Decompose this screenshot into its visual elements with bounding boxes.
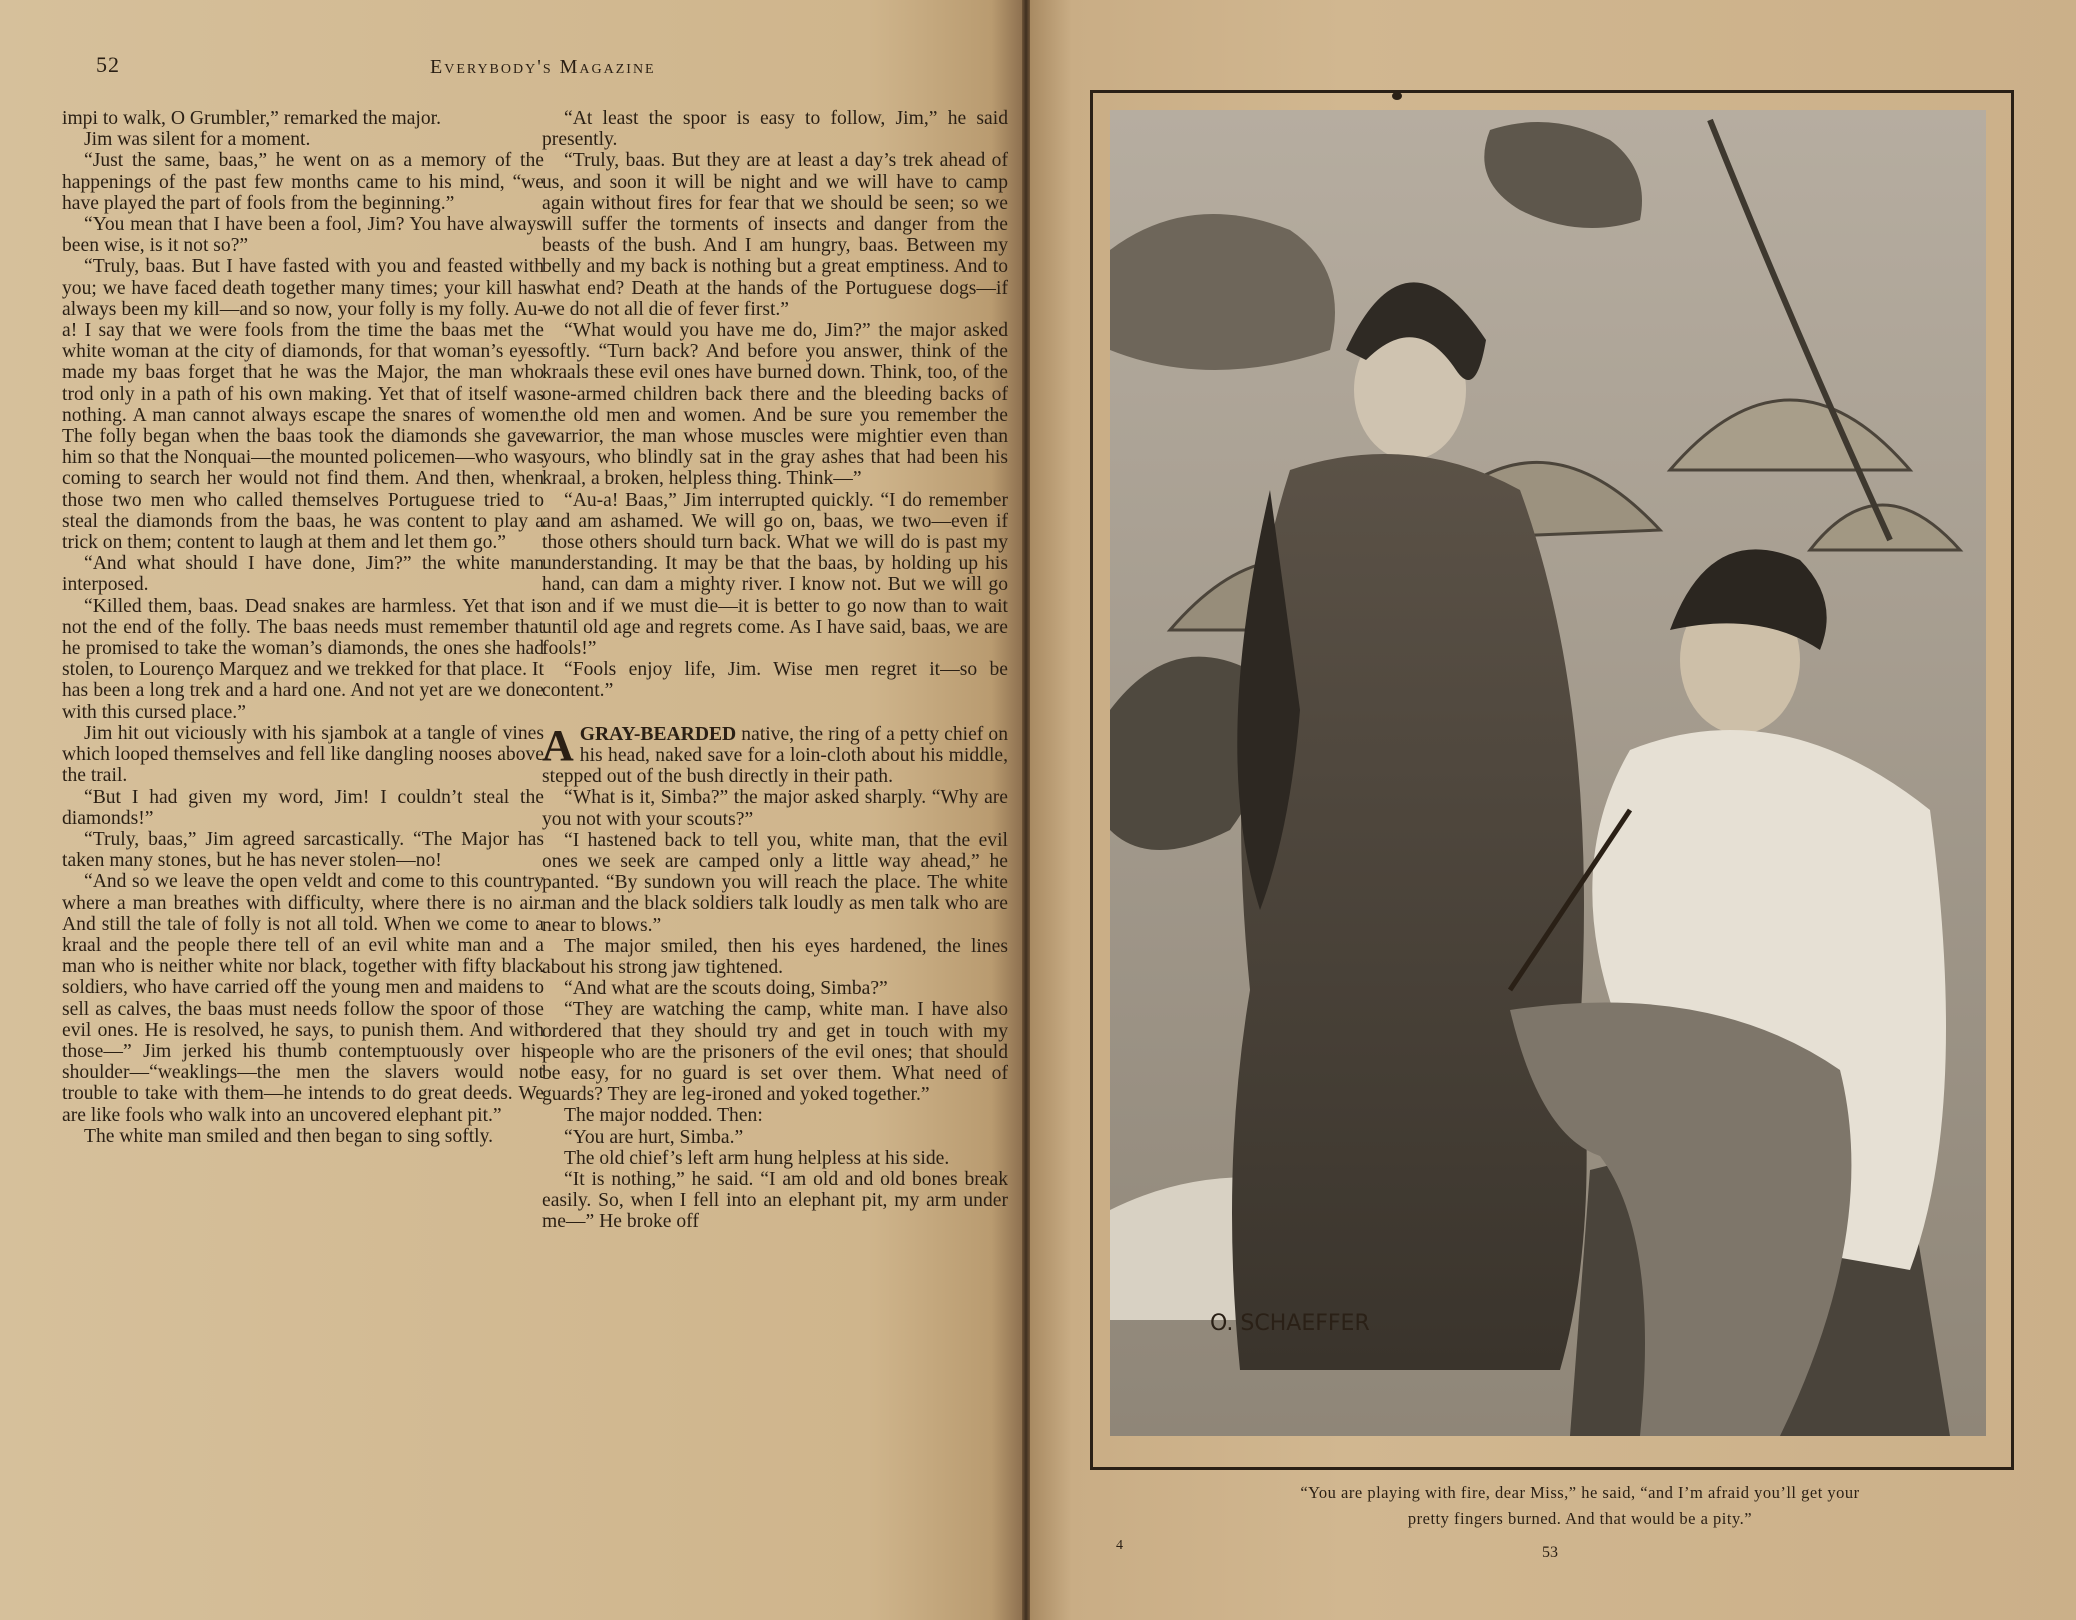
artist-signature: O. SCHAEFFER — [1210, 1311, 1370, 1336]
running-head — [0, 52, 1022, 86]
paragraph: “But I had given my word, Jim! I couldn’t steal the diamonds!” — [62, 786, 544, 829]
paragraph: “It is nothing,” he said. “I am old and old bones break easily. So, when I fell into an elephant pit, my arm under me—” He broke off — [542, 1168, 1008, 1233]
page-number-left: 52 — [96, 52, 120, 77]
section-paragraphs — [542, 787, 1008, 1232]
paragraph: impi to walk, O Grumbler,” remarked the major. — [62, 108, 442, 129]
lead-text: native, the ring of a petty chief on his head, naked save for a loin-cloth about his middle, stepped out of the bush directly in their path. — [542, 723, 1008, 788]
paragraph: The major smiled, then his eyes hardened, the lines about his strong jaw tightened. — [542, 935, 1008, 978]
drop-cap: A — [542, 720, 574, 770]
paragraph: “Killed them, baas. Dead snakes are harmless. Yet that is not the end of the folly. The baas needs must remember that he promised to take the woman’s diamonds, the ones she had stolen, to Lourenço Marquez and we trekked for that place. It has been a long trek and a hard one. And not yet are we done with this cursed place.” — [62, 595, 544, 723]
paragraph: Jim hit out viciously with his sjambok at a tangle of vines which looped themselves and fell like dangling nooses above the trail. — [62, 722, 544, 787]
magazine-title: Everybody's Magazine — [430, 56, 656, 78]
paragraph: “What would you have me do, Jim?” the major asked softly. “Turn back? And before you answer, think of the kraals these evil ones have burned down. Think, too, of the one-armed children back there and the bleeding backs of the old men and women. And be sure you remember the warrior, the man whose muscles were mightier even than yours, who blindly sat in the gray ashes that had been his kraal, a broken, helpless thing. Think—” — [542, 320, 1008, 490]
caption-line-2: pretty fingers burned. And that would be a pity.” — [1407, 1509, 1753, 1528]
text-column-left — [62, 108, 544, 1528]
illustration-caption — [1160, 1480, 2000, 1532]
paragraph: “What is it, Simba?” the major asked sharply. “Why are you not with your scouts?” — [542, 787, 1008, 830]
lead-small-caps: GRAY-BEARDED — [579, 723, 737, 745]
paragraph: “Fools enjoy life, Jim. Wise men regret it—so be content.” — [542, 659, 1008, 702]
paragraph: “Truly, baas. But I have fasted with you and feasted with you; we have faced death together many times; your kill has always been my kill—and so now, your folly is my folly. Au-a! I say that we were fools from the time the baas met the white woman at the city of diamonds, for that woman’s eyes made my baas forget that he was the Major, the man who trod only in a path of his own making. Yet that of itself was nothing. A man cannot always escape the snares of women. The folly began when the baas took the diamonds she gave him so that the Nonquai—the mounted policemen—who was coming to search her would not find them. And then, when those two men who called themselves Portuguese tried to steal the diamonds from the baas, he was content to play a trick on them; content to laugh at them and let them go.” — [62, 256, 544, 554]
column-2-paragraphs — [542, 108, 1008, 702]
paragraph: Jim was silent for a moment. — [84, 129, 311, 151]
paragraph: “Truly, baas,” Jim agreed sarcastically. “The Major has taken many stones, but he has never stolen—no! — [62, 828, 544, 872]
woman-figure — [1232, 454, 1587, 1370]
illustration — [1110, 110, 1986, 1436]
paragraph: “Just the same, baas,” he went on as a memory of the happenings of the past few months came to his mind, “we have played the part of fools from the beginning.” — [62, 150, 544, 214]
paragraph: The old chief’s left arm hung helpless at his side. — [564, 1147, 950, 1169]
signature-mark: 4 — [1116, 1538, 1123, 1553]
paragraph: “And so we leave the open veldt and come to this country where a man breathes with difficulty, where there is no air. And still the tale of folly is not all told. When we come to a kraal and the people there tell of an evil white man and a man who is neither white nor black, together with fifty black soldiers, who have carried off the young men and maidens to sell as calves, the baas must needs follow the spoor of those evil ones. He is resolved, he says, to punish them. And with those—” Jim jerked his thumb contemptuously over his shoulder—“weaklings—the men the slavers would not trouble to take with them—he intends to do great deeds. We are like fools who walk into an uncovered elephant pit.” — [62, 871, 544, 1126]
page-number-right: 53 — [1542, 1544, 1558, 1561]
paragraph: “You are hurt, Simba.” — [564, 1126, 744, 1148]
paragraph: “And what are the scouts doing, Simba?” — [564, 978, 888, 1000]
paragraph: The major nodded. Then: — [564, 1105, 763, 1127]
illustration-drawing — [1110, 110, 1986, 1436]
book-gutter — [1022, 0, 1030, 1620]
paragraph: “They are watching the camp, white man. I have also ordered that they should try and get in touch with my people who are the prisoners of the evil ones; that should be easy, for no guard is set over them. What need of guards? They are leg-ironed and yoked together.” — [542, 999, 1008, 1106]
paragraph: The white man smiled and then began to sing softly. — [84, 1125, 494, 1147]
paragraph: “You mean that I have been a fool, Jim? You have always been wise, is it not so?” — [62, 214, 544, 257]
paragraph: “And what should I have done, Jim?” the white man interposed. — [62, 553, 544, 596]
paragraph: “At least the spoor is easy to follow, Jim,” he said presently. — [542, 108, 1008, 151]
text-column-right — [542, 108, 1008, 1528]
paragraph: “Au-a! Baas,” Jim interrupted quickly. “I do remember and am ashamed. We will go on, baas, we two—even if those others should turn back. What we will do is past my understanding. It may be that the baas, by holding up his hand, can dam a mighty river. I know not. But we will go on and if we must die—it is better to go now than to wait until old age and regrets come. As I have said, baas, we are fools!” — [542, 489, 1008, 660]
section-opening-paragraph — [542, 720, 1008, 788]
paragraph: “Truly, baas. But they are at least a day’s trek ahead of us, and soon it will be night and we will have to camp again without fires for fear that we should be seen; so we will suffer the torments of insects and danger from the beasts of the bush. And I am hungry, baas. Between my belly and my back is nothing but a great emptiness. And to what end? Death at the hands of the Portuguese dogs—if we do not all die of fever first.” — [542, 150, 1008, 320]
caption-line-1: “You are playing with fire, dear Miss,” he said, “and I’m afraid you’ll get your — [1300, 1483, 1860, 1502]
paragraph: “I hastened back to tell you, white man, that the evil ones we seek are camped only a little way ahead,” he panted. “By sundown you will reach the place. The white man and the black soldiers talk loudly as men talk who are near to blows.” — [542, 829, 1008, 936]
left-page — [0, 0, 1022, 1620]
